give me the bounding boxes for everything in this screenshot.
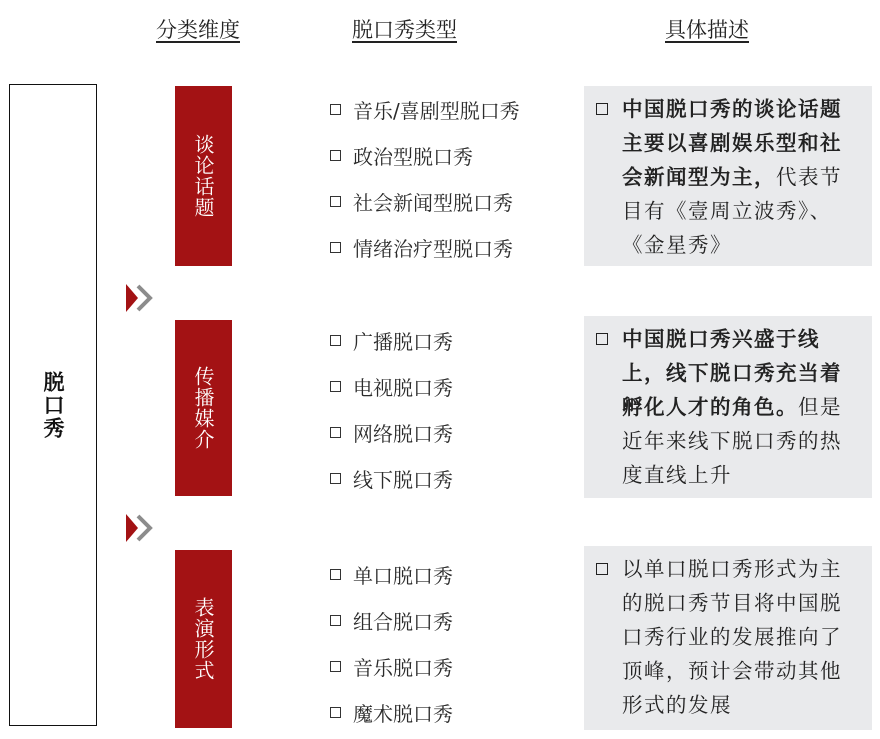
type-list-topic bbox=[330, 86, 520, 270]
description-text: 以单口脱口秀形式为主的脱口秀节目将中国脱口秀行业的发展推向了顶峰，预计会带动其他形式的发展 bbox=[596, 552, 862, 722]
type-list-media bbox=[330, 317, 453, 501]
dimension-label: 谈论话题 bbox=[191, 134, 215, 218]
checkbox-square-icon bbox=[330, 707, 341, 718]
type-list-format bbox=[330, 551, 453, 735]
header-description: 具体描述 bbox=[665, 18, 749, 42]
list-item: 广播脱口秀 bbox=[330, 317, 453, 363]
description-text: 中国脱口秀兴盛于线上，线下脱口秀充当着孵化人才的角色。但是近年来线下脱口秀的热度直线上升 bbox=[596, 322, 862, 492]
description-box-format bbox=[584, 546, 872, 730]
root-label: 脱口秀 bbox=[41, 370, 65, 440]
list-item: 情绪治疗型脱口秀 bbox=[330, 224, 520, 270]
dimension-box-topic bbox=[175, 86, 232, 266]
double-chevron-right-icon bbox=[124, 282, 156, 314]
list-item: 社会新闻型脱口秀 bbox=[330, 178, 520, 224]
checkbox-square-icon bbox=[330, 104, 341, 115]
checkbox-square-icon bbox=[596, 103, 608, 115]
description-box-media bbox=[584, 316, 872, 498]
list-item: 线下脱口秀 bbox=[330, 455, 453, 501]
checkbox-square-icon bbox=[330, 615, 341, 626]
checkbox-square-icon bbox=[330, 473, 341, 484]
checkbox-square-icon bbox=[596, 333, 608, 345]
root-node bbox=[9, 84, 97, 726]
checkbox-square-icon bbox=[330, 150, 341, 161]
dimension-label: 传播媒介 bbox=[191, 366, 215, 450]
description-box-topic bbox=[584, 86, 872, 266]
checkbox-square-icon bbox=[330, 196, 341, 207]
header-type: 脱口秀类型 bbox=[352, 18, 457, 42]
checkbox-square-icon bbox=[330, 569, 341, 580]
double-chevron-right-icon bbox=[124, 512, 156, 544]
list-item: 政治型脱口秀 bbox=[330, 132, 520, 178]
checkbox-square-icon bbox=[596, 563, 608, 575]
checkbox-square-icon bbox=[330, 427, 341, 438]
header-dimension: 分类维度 bbox=[156, 18, 240, 42]
list-item: 音乐脱口秀 bbox=[330, 643, 453, 689]
list-item: 电视脱口秀 bbox=[330, 363, 453, 409]
dimension-label: 表演形式 bbox=[191, 597, 215, 681]
dimension-box-format bbox=[175, 550, 232, 728]
checkbox-square-icon bbox=[330, 335, 341, 346]
list-item: 音乐/喜剧型脱口秀 bbox=[330, 86, 520, 132]
checkbox-square-icon bbox=[330, 381, 341, 392]
checkbox-square-icon bbox=[330, 242, 341, 253]
dimension-box-media bbox=[175, 320, 232, 496]
list-item: 组合脱口秀 bbox=[330, 597, 453, 643]
list-item: 单口脱口秀 bbox=[330, 551, 453, 597]
description-text: 中国脱口秀的谈论话题主要以喜剧娱乐型和社会新闻型为主，代表节目有《壹周立波秀》、《金星秀》 bbox=[596, 92, 862, 262]
checkbox-square-icon bbox=[330, 661, 341, 672]
list-item: 魔术脱口秀 bbox=[330, 689, 453, 735]
list-item: 网络脱口秀 bbox=[330, 409, 453, 455]
